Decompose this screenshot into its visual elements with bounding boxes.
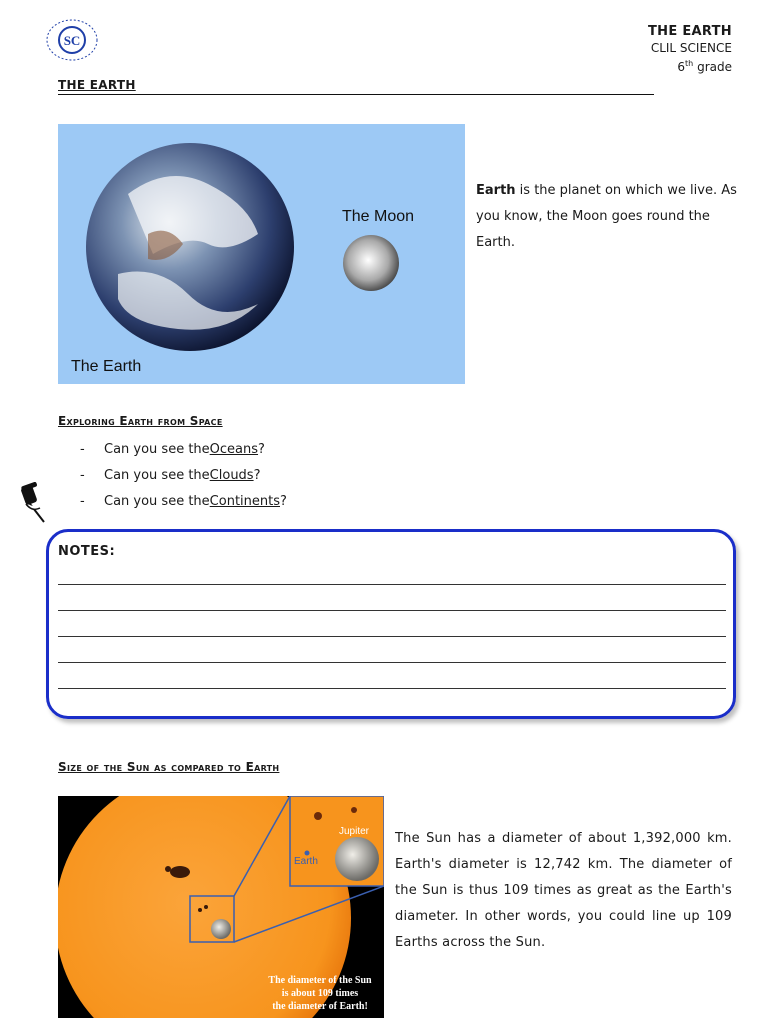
notes-label: NOTES:: [58, 544, 116, 559]
sun-caption-3: the diameter of Earth!: [272, 1001, 368, 1012]
notes-line: [58, 584, 726, 585]
earth-small-label: Earth: [294, 856, 318, 867]
sun-paragraph: The Sun has a diameter of about 1,392,000 km. Earth's diameter is 12,742 km. The diameter of the Sun is thus 109 times as great as the Earth's diameter. In other words, you could line up 109 Earths across the Sun.: [395, 831, 732, 950]
document-header: [648, 24, 732, 75]
sun-caption-2: is about 109 times: [281, 988, 359, 999]
jupiter-label: Jupiter: [339, 826, 370, 837]
title-rule: [58, 80, 654, 95]
exploring-heading: Exploring Earth from Space: [58, 414, 223, 428]
list-item: - Can you see the Clouds ?: [80, 463, 287, 489]
list-item: - Can you see the Continents ?: [80, 489, 287, 515]
page-title: THE EARTH: [58, 78, 136, 92]
notes-line: [58, 610, 726, 611]
earth-moon-image: [58, 124, 465, 384]
intro-bold: Earth: [476, 183, 516, 198]
header-grade: 6th grade: [677, 59, 732, 74]
school-logo: [44, 18, 100, 62]
intro-paragraph: [476, 178, 738, 256]
earth-label: The Earth: [71, 358, 142, 375]
oceans-link: Oceans: [209, 442, 259, 457]
list-item: - Can you see the Oceans ?: [80, 437, 287, 463]
logo-letters: SC: [63, 33, 81, 48]
header-subject: CLIL SCIENCE: [650, 41, 732, 55]
notes-line: [58, 636, 726, 637]
sun-comparison-image: [58, 796, 384, 1018]
question-list: [80, 437, 287, 515]
header-title: THE EARTH: [648, 24, 732, 39]
notes-box: [46, 529, 736, 719]
intro-text: is the planet on which we live. As you know, the Moon goes round the Earth.: [476, 183, 737, 250]
notes-line: [58, 662, 726, 663]
clouds-link: Clouds: [209, 468, 254, 483]
moon: [343, 235, 399, 291]
notes-line: [58, 688, 726, 689]
sun-caption-1: The diameter of the Sun: [268, 975, 372, 986]
pushpin-icon: [18, 482, 48, 528]
moon-label: The Moon: [342, 208, 415, 225]
sun-heading: Size of the Sun as compared to Earth: [58, 760, 280, 774]
continents-link: Continents: [209, 494, 280, 509]
